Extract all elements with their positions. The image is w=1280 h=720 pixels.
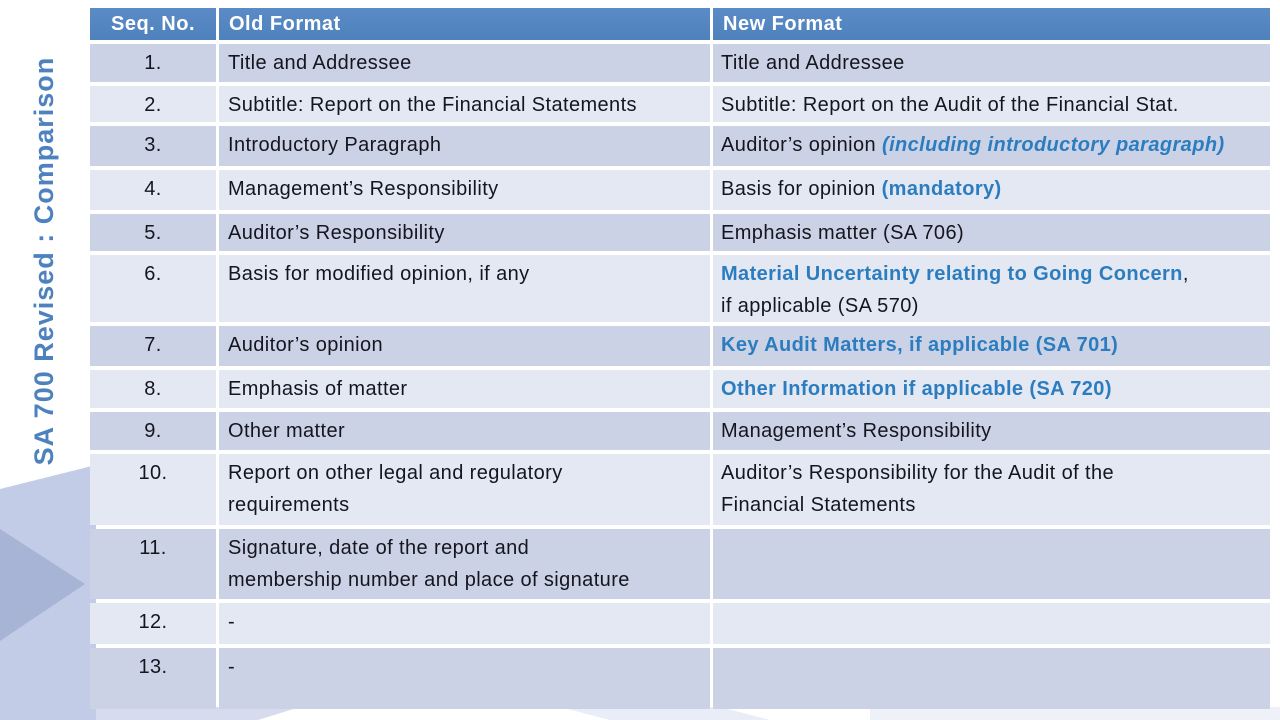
cell-line [228,415,704,447]
cell-line [228,129,704,161]
cell-line [228,532,704,564]
cell-line [228,329,704,361]
table-header-row [90,8,1270,40]
table-row [90,126,1270,166]
table-row [90,86,1270,122]
new-format-cell [713,412,1270,450]
text-segment: Basis for modified opinion, if any [228,263,530,285]
new-format-cell [713,126,1270,166]
slide-title: SA 700 Revised : Comparison [29,56,59,466]
cell-line [228,173,704,205]
text-segment: membership number and place of signature [228,569,630,591]
cell-line [228,89,704,121]
text-segment: requirements [228,494,350,516]
text-segment: Introductory Paragraph [228,134,442,156]
cell-line [721,173,1264,205]
cell-line [228,564,704,596]
new-format-cell [713,603,1270,644]
table-row [90,648,1270,709]
cell-line [721,489,1264,521]
text-segment: if applicable (SA 570) [721,295,919,317]
text-segment: Material Uncertainty relating to Going Concern [721,263,1183,285]
text-segment: Subtitle: Report on the Audit of the Financial Stat. [721,94,1179,116]
cell-line [721,457,1264,489]
seq-no-cell: 12. [90,603,216,644]
text-segment: - [228,611,236,633]
new-format-cell [713,326,1270,366]
cell-line [228,489,704,521]
seq-no-cell: 5. [90,214,216,251]
table-row [90,370,1270,408]
header-seq-no: Seq. No. [90,8,216,40]
new-format-cell [713,44,1270,82]
cell-line [228,47,704,79]
seq-no-cell: 10. [90,454,216,525]
text-segment: Auditor’s opinion [228,334,384,356]
seq-no-cell: 9. [90,412,216,450]
comparison-table [90,8,1270,709]
table-row [90,412,1270,450]
text-segment: - [228,656,236,678]
text-segment: Financial Statements [721,494,916,516]
cell-line [228,217,704,249]
header-new-format: New Format [713,8,1270,40]
seq-no-cell: 3. [90,126,216,166]
cell-line [721,415,1264,447]
cell-line [721,217,1264,249]
old-format-cell [219,214,710,251]
text-segment: Management’s Responsibility [721,420,992,442]
cell-line [228,258,704,290]
text-segment: (including introductory paragraph) [882,134,1225,156]
cell-line [721,258,1264,290]
cell-line [721,329,1264,361]
seq-no-cell: 6. [90,255,216,322]
old-format-cell [219,648,710,709]
table-body [90,44,1270,709]
cell-line [721,290,1264,322]
old-format-cell [219,170,710,210]
seq-no-cell: 4. [90,170,216,210]
cell-line [228,373,704,405]
table-row [90,44,1270,82]
text-segment: Other matter [228,420,346,442]
old-format-cell [219,86,710,122]
text-segment: Basis for opinion [721,178,882,200]
seq-no-cell: 8. [90,370,216,408]
old-format-cell [219,454,710,525]
cell-line [721,129,1264,161]
old-format-cell [219,412,710,450]
text-segment: Title and Addressee [721,52,905,74]
cell-line [721,373,1264,405]
seq-no-cell: 2. [90,86,216,122]
table-row [90,170,1270,210]
text-segment: Report on other legal and regulatory [228,462,563,484]
text-segment: Emphasis of matter [228,378,408,400]
old-format-cell [219,603,710,644]
cell-line [721,89,1264,121]
text-segment: , [1182,263,1189,285]
text-segment: Auditor’s opinion [721,134,883,156]
cell-line [228,457,704,489]
new-format-cell [713,648,1270,709]
table-row [90,214,1270,251]
table-row [90,529,1270,599]
old-format-cell [219,370,710,408]
old-format-cell [219,326,710,366]
new-format-cell [713,170,1270,210]
header-old-format: Old Format [219,8,710,40]
table-row [90,255,1270,322]
cell-line [228,651,704,683]
old-format-cell [219,255,710,322]
seq-no-cell: 13. [90,648,216,709]
text-segment: (mandatory) [881,178,1002,200]
new-format-cell [713,214,1270,251]
old-format-cell [219,126,710,166]
text-segment: Key Audit Matters, if applicable (SA 701) [721,334,1119,356]
new-format-cell [713,255,1270,322]
text-segment: Title and Addressee [228,52,412,74]
old-format-cell [219,44,710,82]
seq-no-cell: 1. [90,44,216,82]
text-segment: Management’s Responsibility [228,178,499,200]
table-row [90,326,1270,366]
text-segment: Emphasis matter (SA 706) [721,222,965,244]
cell-line [721,47,1264,79]
text-segment: Auditor’s Responsibility [228,222,445,244]
text-segment: Signature, date of the report and [228,537,530,559]
new-format-cell [713,454,1270,525]
table-row [90,603,1270,644]
old-format-cell [219,529,710,599]
new-format-cell [713,529,1270,599]
text-segment: Subtitle: Report on the Financial Statements [228,94,637,116]
new-format-cell [713,370,1270,408]
cell-line [228,606,704,638]
seq-no-cell: 7. [90,326,216,366]
new-format-cell [713,86,1270,122]
table-row [90,454,1270,525]
text-segment: Other Information if applicable (SA 720) [721,378,1112,400]
text-segment: Auditor’s Responsibility for the Audit of the [721,462,1115,484]
seq-no-cell: 11. [90,529,216,599]
